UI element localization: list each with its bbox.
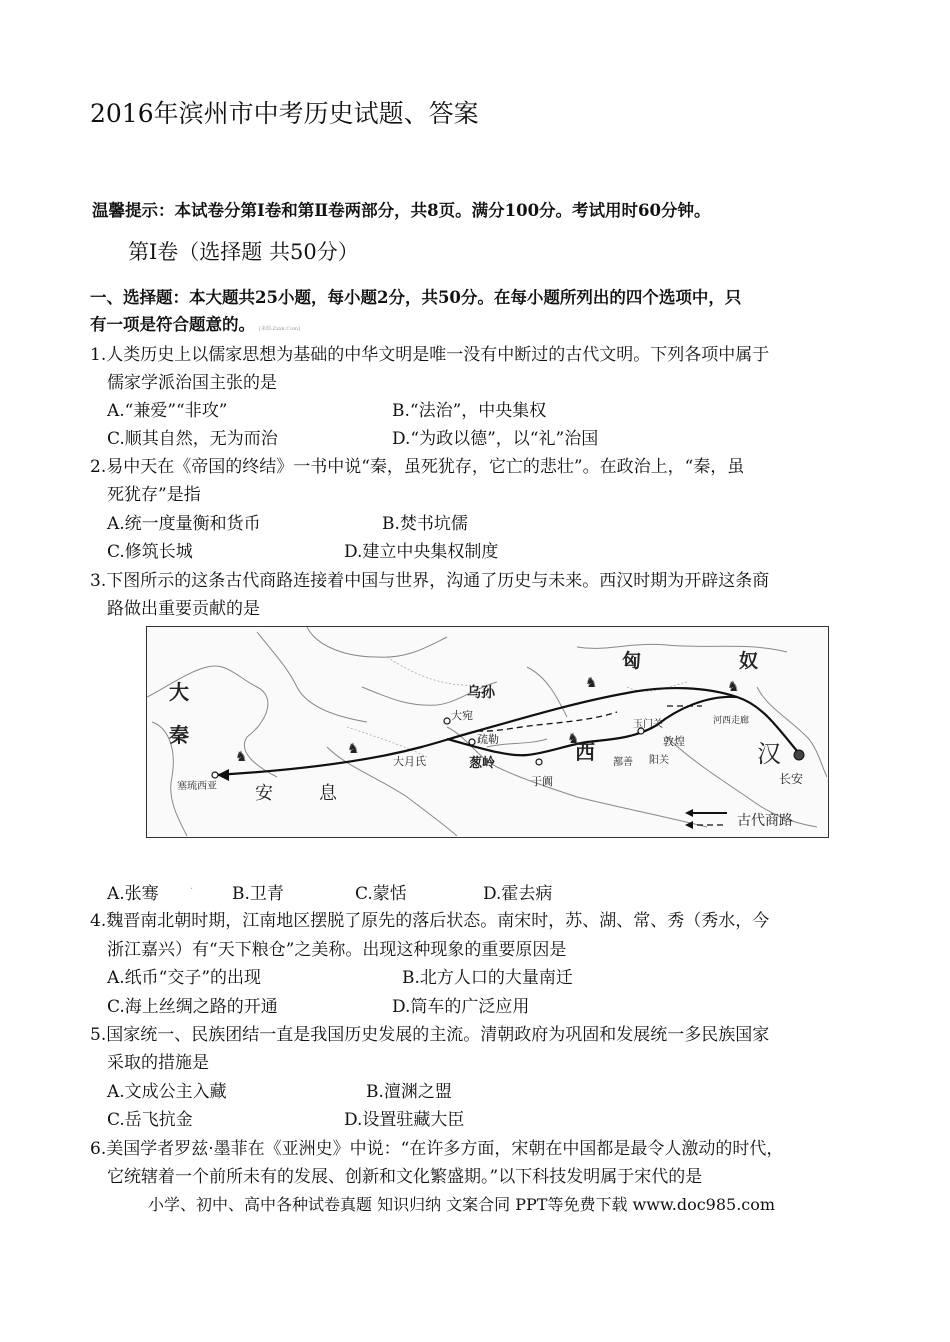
svg-text:♞: ♞ bbox=[567, 731, 580, 747]
q3-option-d: D.霍去病 bbox=[483, 884, 553, 904]
question-5-stem-cont: 采取的措施是 bbox=[107, 1053, 209, 1073]
q2-option-b: B.焚书坑儒 bbox=[382, 514, 468, 534]
map-label-xiongnu2: 奴 bbox=[739, 650, 759, 672]
map-label-yangguan: 阳关 bbox=[649, 755, 669, 766]
question-5-stem: 5.国家统一、民族团结一直是我国历史发展的主流。清朝政府为巩固和发展统一多民族国家 bbox=[90, 1025, 770, 1045]
changan-marker bbox=[794, 750, 804, 760]
q5-option-c: C.岳飞抗金 bbox=[107, 1110, 193, 1130]
map-label-xi: 西 bbox=[575, 740, 595, 764]
map-label-xiongnu1: 匈 bbox=[622, 650, 642, 672]
q5-option-b: B.澶渊之盟 bbox=[366, 1082, 452, 1102]
instructions-line1: 一、选择题：本大题共25小题，每小题2分，共50分。在每小题所列出的四个选项中，只 bbox=[90, 288, 742, 307]
question-6-stem: 6.美国学者罗兹·墨菲在《亚洲史》中说：“在许多方面，宋朝在中国都是最令人激动的时代， bbox=[90, 1139, 784, 1159]
stray-dot: . bbox=[190, 881, 194, 892]
silk-road-map bbox=[146, 626, 829, 838]
map-label-yutian: 于阗 bbox=[531, 775, 553, 788]
map-label-shule: 疏勒 bbox=[477, 733, 499, 746]
map-label-han: 汉 bbox=[757, 740, 781, 768]
map-label-an: 安 bbox=[255, 783, 273, 804]
silk-road-map-svg bbox=[147, 627, 827, 836]
question-3-stem: 3.下图所示的这条古代商路连接着中国与世界，沟通了历史与未来。西汉时期为开辟这条商 bbox=[90, 571, 770, 591]
q5-option-a: A.文成公主入藏 bbox=[107, 1082, 227, 1102]
map-label-da: 大 bbox=[169, 680, 189, 704]
map-label-wusun: 乌孙 bbox=[467, 685, 495, 701]
page-title: 2016年滨州市中考历史试题、答案 bbox=[90, 99, 479, 128]
q3-option-b: B.卫青 bbox=[232, 884, 284, 904]
map-label-dunhuang: 敦煌 bbox=[663, 735, 685, 748]
instructions-line2: 有一项是符合题意的。 [来源:Zxxk.Com] bbox=[90, 315, 300, 334]
q3-option-c: C.蒙恬 bbox=[355, 884, 407, 904]
q2-option-a: A.统一度量衡和货币 bbox=[107, 514, 261, 534]
source-mark: [来源:Zxxk.Com] bbox=[259, 326, 300, 332]
map-label-qin: 秦 bbox=[169, 723, 189, 747]
svg-text:♞: ♞ bbox=[347, 741, 360, 757]
q4-option-d: D.筒车的广泛应用 bbox=[392, 997, 530, 1017]
question-2-stem: 2.易中天在《帝国的终结》一书中说“秦，虽死犹存，它亡的悲壮”。在政治上，“秦，虽 bbox=[90, 457, 745, 477]
q4-option-b: B.北方人口的大量南迁 bbox=[402, 968, 573, 988]
question-4-stem: 4.魏晋南北朝时期，江南地区摆脱了原先的落后状态。南宋时，苏、湖、常、秀（秀水，今 bbox=[90, 911, 770, 931]
q1-option-a: A.“兼爱”“非攻” bbox=[107, 401, 228, 421]
section-title: 第Ⅰ卷（选择题 共50分） bbox=[128, 240, 359, 264]
map-legend-label: 古代商路 bbox=[737, 813, 793, 829]
map-label-yumenguan: 玉门关 bbox=[633, 719, 663, 730]
question-6-stem-cont: 它统辖着一个前所未有的发展、创新和文化繁盛期。”以下科技发明属于宋代的是 bbox=[107, 1167, 703, 1187]
svg-text:♞: ♞ bbox=[727, 679, 740, 695]
q1-option-c: C.顺其自然，无为而治 bbox=[107, 429, 278, 449]
map-label-congling: 葱岭 bbox=[469, 756, 496, 771]
map-label-dawan: 大宛 bbox=[451, 709, 473, 722]
map-label-shanshan: 鄯善 bbox=[613, 757, 633, 768]
svg-text:♞: ♞ bbox=[585, 675, 598, 691]
q4-option-a: A.纸币“交子”的出现 bbox=[107, 968, 262, 988]
question-3-stem-cont: 路做出重要贡献的是 bbox=[107, 599, 260, 619]
svg-text:♞: ♞ bbox=[235, 749, 248, 765]
question-2-stem-cont: 死犹存”是指 bbox=[107, 485, 201, 505]
q2-option-d: D.建立中央集权制度 bbox=[344, 542, 499, 562]
q3-option-a: A.张骞 bbox=[107, 884, 159, 904]
q1-option-b: B.“法治”，中央集权 bbox=[392, 401, 547, 421]
exam-tip: 温馨提示：本试卷分第Ⅰ卷和第Ⅱ卷两部分，共8页。满分100分。考试用时60分钟。 bbox=[92, 201, 711, 220]
q2-option-c: C.修筑长城 bbox=[107, 542, 193, 562]
q1-option-d: D.“为政以德”，以“礼”治国 bbox=[392, 429, 599, 449]
map-label-hexi: 河西走廊 bbox=[713, 716, 750, 726]
map-label-xi2: 息 bbox=[319, 783, 337, 804]
question-1-stem: 1.人类历史上以儒家思想为基础的中华文明是唯一没有中断过的古代文明。下列各项中属于 bbox=[90, 345, 770, 365]
question-1-stem-cont: 儒家学派治国主张的是 bbox=[107, 373, 277, 393]
map-label-antioch: 塞琉西亚 bbox=[177, 781, 217, 792]
q4-option-c: C.海上丝绸之路的开通 bbox=[107, 997, 278, 1017]
q5-option-d: D.设置驻藏大臣 bbox=[344, 1110, 465, 1130]
footer-text: 小学、初中、高中各种试卷真题 知识归纳 文案合同 PPT等免费下载 www.doc985.com bbox=[148, 1195, 776, 1214]
question-4-stem-cont: 浙江嘉兴）有“天下粮仓”之美称。出现这种现象的重要原因是 bbox=[107, 940, 567, 960]
map-label-changan: 长安 bbox=[779, 772, 804, 786]
map-label-dayuezhi: 大月氏 bbox=[393, 755, 426, 768]
